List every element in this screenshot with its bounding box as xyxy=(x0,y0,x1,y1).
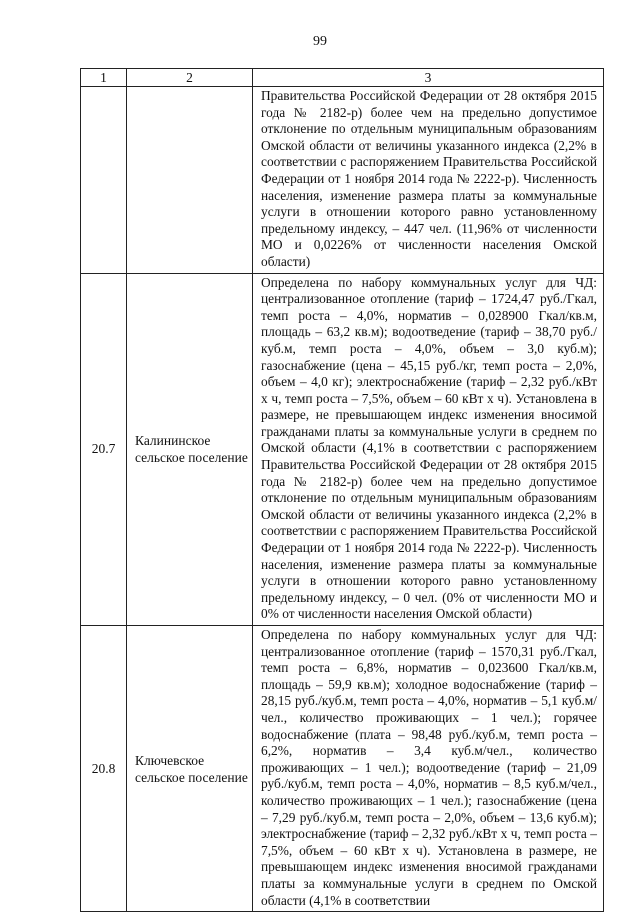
row-description: Определена по набору коммунальных услуг для ЧД: централизованное отопление (тариф – 1724,47 руб./Гкал, темп роста – 4,0%, норматив – 0,028900 Гкал/кв.м, площадь – 63,2 кв.м); водоотведение (тариф – 38,70 руб./куб.м, темп роста – 4,0%, объем – 3,0 куб.м); газоснабжение (цена – 45,15 руб./кг, темп роста – 2,0%, объем – 4,0 кг); электроснабжение (тариф – 2,32 руб./кВт х ч, темп роста – 7,5%, объем – 60 кВт х ч). Установлена в размере, не превышающем индекс изменения вносимой гражданами платы за коммунальные услуги в среднем по Омской области (4,1% в соответствии с распоряжением Правительства Российской Федерации от 28 октября 2015 года № 2182-р) более чем на предельно допустимое отклонение по отдельным муниципальным образованиям Омской области от величины указанного индекса (2,2% в соответствии с распоряжением Правительства Российской Федерации от 1 ноября 2014 года № 2222-р). Численность населения, изменение размера платы за коммунальные услуги в отношении которого равно установленному предельному индексу, – 0 чел. (0% от численности МО и 0% от численности населения Омской области) xyxy=(253,273,604,625)
column-header-3: 3 xyxy=(253,69,604,87)
table-row xyxy=(81,273,604,625)
table-header-row xyxy=(81,69,604,87)
row-number: 20.7 xyxy=(81,273,127,625)
row-number: 20.8 xyxy=(81,626,127,912)
row-description: Определена по набору коммунальных услуг для ЧД: централизованное отопление (тариф – 1570,31 руб./Гкал, темп роста – 6,8%, норматив – 0,023600 Гкал/кв.м, площадь – 59,9 кв.м); холодное водоснабжение (тариф – 28,15 руб./куб.м, темп роста – 4,0%, норматив – 5,1 куб.м/чел., количество проживающих – 1 чел.); горячее водоснабжение (плата – 98,48 руб./куб.м, темп роста – 6,2%, норматив – 3,4 куб.м/чел., количество проживающих – 1 чел.); водоотведение (тариф – 21,09 руб./куб.м, темп роста – 4,0%, норматив – 8,5 куб.м/чел., количество проживающих – 1 чел.); газоснабжение (цена – 7,29 руб./куб.м, темп роста – 2,0%, объем – 13,6 куб.м); электроснабжение (тариф – 2,32 руб./кВт х ч, темп роста – 7,5%, объем – 60 кВт х ч). Установлена в размере, не превышающем индекс изменения вносимой гражданами платы за коммунальные услуги в среднем по Омской области (4,1% в соответствии xyxy=(253,626,604,912)
document-table xyxy=(80,68,604,912)
municipality-name: Калининское сельское поселение xyxy=(127,273,253,625)
row-number xyxy=(81,87,127,274)
column-header-2: 2 xyxy=(127,69,253,87)
municipality-name: Ключевское сельское поселение xyxy=(127,626,253,912)
table-row xyxy=(81,87,604,274)
table-row xyxy=(81,626,604,912)
municipality-name xyxy=(127,87,253,274)
page-number: 99 xyxy=(313,34,327,49)
row-description: Правительства Российской Федерации от 28 октября 2015 года № 2182-р) более чем на предельно допустимое отклонение по отдельным муниципальным образованиям Омской области от величины указанного индекса (2,2% в соответствии с распоряжением Правительства Российской Федерации от 1 ноября 2014 года № 2222-р). Численность населения, изменение размера платы за коммунальные услуги в отношении которого равно установленному предельному индексу, – 447 чел. (11,96% от численности МО и 0,0226% от численности населения Омской области) xyxy=(253,87,604,274)
column-header-1: 1 xyxy=(81,69,127,87)
